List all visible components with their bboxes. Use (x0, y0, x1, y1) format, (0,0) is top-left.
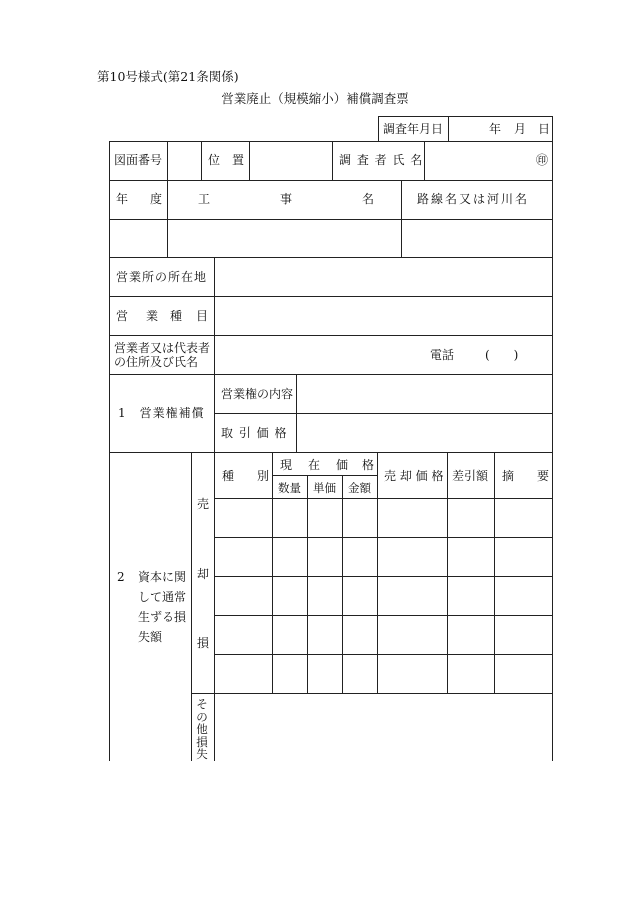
table-row[interactable] (215, 655, 552, 693)
section2-title-line: して通常 (138, 590, 187, 604)
position-label: 位 置 (208, 153, 245, 167)
survey-year-label: 年 (489, 122, 502, 136)
business-type-label: 営 (116, 309, 129, 323)
other-losses-field[interactable] (215, 694, 552, 760)
work-name-field[interactable] (168, 220, 401, 257)
business-type-label: 目 (196, 309, 209, 323)
rule (214, 374, 215, 452)
phone-label: 電話 (430, 348, 455, 362)
sale-loss-vertical: 売 (197, 497, 210, 511)
section2-title-line: 生ずる損 (138, 610, 187, 624)
rule (552, 116, 553, 141)
section2-title-line: 資本に関 (138, 570, 187, 584)
trade-price-label: 取 引 価 格 (221, 426, 288, 440)
investigator-name-field[interactable] (425, 142, 552, 180)
sale-loss-vertical: 損 (197, 636, 210, 650)
remarks-header: 摘 (502, 469, 515, 483)
type-header: 別 (257, 469, 270, 483)
survey-date-field[interactable] (449, 117, 552, 140)
form-number: 第10号様式(第21条関係) (97, 69, 239, 84)
type-header: 種 (222, 469, 235, 483)
table-border-right (552, 141, 553, 761)
owner-label: の住所及び氏名 (114, 355, 199, 369)
owner-label: 営業者又は代表者 (114, 341, 211, 355)
amount-header: 金額 (348, 481, 371, 495)
rule (191, 452, 192, 761)
route-name-field[interactable] (402, 220, 552, 257)
sale-price-header: 売 却 価 格 (384, 469, 444, 483)
year-field[interactable] (110, 220, 167, 257)
quantity-header: 数量 (278, 481, 301, 495)
drawing-number-label: 図面番号 (114, 153, 163, 167)
work-name-label: 事 (280, 192, 293, 206)
position-field[interactable] (250, 142, 332, 180)
drawing-number-field[interactable] (168, 142, 201, 180)
business-location-field[interactable] (215, 258, 552, 296)
rule (332, 141, 333, 180)
table-row[interactable] (215, 538, 552, 576)
rule (272, 475, 377, 476)
current-price-header: 格 (362, 458, 375, 472)
document-title: 営業廃止（規模縮小）補償調査票 (221, 91, 409, 106)
sale-loss-vertical: 却 (197, 567, 210, 581)
seal-mark-icon: ㊞ (536, 153, 549, 167)
current-price-header: 現 (280, 458, 293, 472)
investigator-name-label: 調 査 者 氏 名 (339, 153, 424, 167)
business-type-label: 種 (170, 309, 183, 323)
remarks-header: 要 (537, 469, 550, 483)
current-price-header: 在 (308, 458, 321, 472)
rule (201, 141, 202, 180)
business-location-label: 営業所の所在地 (116, 270, 208, 284)
table-row[interactable] (215, 577, 552, 615)
table-row[interactable] (215, 616, 552, 654)
goodwill-content-label: 営業権の内容 (221, 387, 294, 401)
rule (378, 116, 379, 141)
business-type-field[interactable] (215, 297, 552, 335)
difference-header: 差引額 (452, 469, 489, 483)
work-name-label: 工 (198, 192, 211, 206)
section1-title: 1 営業権補償 (118, 406, 205, 420)
year-label: 度 (150, 192, 163, 206)
rule (109, 180, 553, 181)
work-name-label: 名 (362, 192, 375, 206)
unit-price-header: 単価 (313, 481, 336, 495)
route-name-label: 路線名又は河川名 (417, 192, 530, 206)
section2-title-line: 失額 (138, 630, 163, 644)
goodwill-content-field[interactable] (297, 375, 552, 413)
year-label: 年 (116, 192, 129, 206)
trade-price-field[interactable] (297, 414, 552, 452)
business-type-label: 業 (146, 309, 159, 323)
phone-parens: ( ) (485, 348, 519, 362)
current-price-header: 価 (336, 458, 349, 472)
survey-month-label: 月 (514, 122, 527, 136)
other-losses-vertical: その他損失 (196, 697, 208, 761)
section2-number: 2 (117, 570, 125, 584)
survey-day-label: 日 (538, 122, 551, 136)
table-row[interactable] (215, 499, 552, 537)
survey-date-label: 調査年月日 (383, 122, 444, 136)
rule (109, 452, 553, 453)
